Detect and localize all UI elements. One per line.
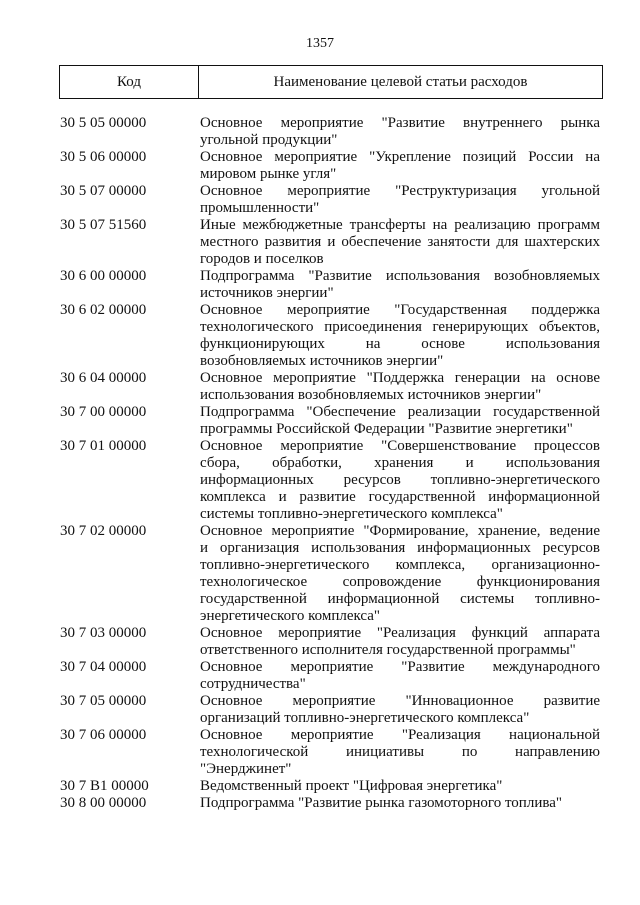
row-code: 30 7 03 00000 [60, 625, 147, 641]
row-name-line: и организация использования информационных ресурсов [200, 540, 600, 556]
row-name [200, 404, 600, 438]
row-code: 30 5 07 00000 [60, 183, 147, 199]
row-name-line: ответственного исполнителя государственной программы" [200, 642, 576, 658]
row-name-line: Основное мероприятие "Поддержка генерации на основе [200, 370, 600, 386]
row-name-line: Основное мероприятие "Укрепление позиций России на [200, 149, 600, 165]
row-name-line: технологической инициативы по направлению [200, 744, 600, 760]
table-row [60, 727, 600, 778]
table-row [60, 693, 600, 727]
row-name-line: Основное мероприятие "Реализация функций аппарата [200, 625, 600, 641]
table-row [60, 659, 600, 693]
row-name [200, 302, 600, 370]
row-name-line: промышленности" [200, 200, 320, 216]
row-name-line: Подпрограмма "Обеспечение реализации государственной [200, 404, 600, 420]
row-code: 30 7 01 00000 [60, 438, 147, 454]
row-name-line: Основное мероприятие "Формирование, хранение, ведение [200, 523, 600, 539]
table-row [60, 183, 600, 217]
row-name-line: мировом рынке угля" [200, 166, 337, 182]
header-name: Наименование целевой статьи расходов [273, 73, 528, 90]
row-name [200, 183, 600, 217]
row-name-line: источников энергии" [200, 285, 334, 301]
table-row [60, 302, 600, 370]
row-name-line: программы Российской Федерации "Развитие энергетики" [200, 421, 573, 437]
row-name-line: технологическое сопровождение функционирования [200, 574, 600, 590]
row-code: 30 7 06 00000 [60, 727, 147, 743]
row-name-line: Основное мероприятие "Государственная поддержка [200, 302, 600, 318]
row-name-line: топливно-энергетического комплекса, организационно- [200, 557, 600, 573]
row-name-line: Подпрограмма "Развитие рынка газомоторного топлива" [200, 795, 563, 811]
row-name [200, 659, 600, 693]
table-row [60, 795, 600, 812]
row-code: 30 5 06 00000 [60, 149, 147, 165]
row-name [200, 727, 600, 778]
row-name-line: Основное мероприятие "Реализация национальной [200, 727, 600, 743]
table-row [60, 268, 600, 302]
row-name-line: информационных ресурсов топливно-энергетического [200, 472, 600, 488]
table-header [59, 65, 603, 99]
row-code: 30 7 В1 00000 [60, 778, 149, 794]
row-code: 30 5 05 00000 [60, 115, 147, 131]
header-code: Код [60, 66, 199, 98]
table-row [60, 149, 600, 183]
row-name [200, 625, 600, 659]
row-name-line: Основное мероприятие "Развитие международного [200, 659, 600, 675]
row-code: 30 5 07 51560 [60, 217, 147, 233]
table-row [60, 370, 600, 404]
table-row [60, 115, 600, 149]
row-name-line: Подпрограмма "Развитие использования возобновляемых [200, 268, 600, 284]
row-name-line: "Энерджинет" [200, 761, 292, 777]
row-code: 30 8 00 00000 [60, 795, 147, 811]
row-name-line: городов и поселков [200, 251, 324, 267]
row-name [200, 438, 600, 523]
row-code: 30 6 02 00000 [60, 302, 147, 318]
row-name-line: возобновляемых источников энергии" [200, 353, 444, 369]
row-name [200, 268, 600, 302]
row-name [200, 217, 600, 268]
row-name [200, 115, 600, 149]
row-name-line: Основное мероприятие "Реструктуризация угольной [200, 183, 600, 199]
row-name-line: организаций топливно-энергетического комплекса" [200, 710, 530, 726]
row-code: 30 7 05 00000 [60, 693, 147, 709]
row-code: 30 7 04 00000 [60, 659, 147, 675]
row-name-line: технологического присоединения генерирующих объектов, [200, 319, 600, 335]
row-name-line: Ведомственный проект "Цифровая энергетика" [200, 778, 503, 794]
table-row [60, 217, 600, 268]
table-row [60, 438, 600, 523]
row-name-line: Иные межбюджетные трансферты на реализацию программ [200, 217, 600, 233]
row-code: 30 6 04 00000 [60, 370, 147, 386]
row-name-line: сотрудничества" [200, 676, 306, 692]
row-code: 30 7 00 00000 [60, 404, 147, 420]
row-name-line: Основное мероприятие "Совершенствование процессов [200, 438, 600, 454]
row-name [200, 149, 600, 183]
row-name-line: сбора, обработки, хранения и использования [200, 455, 600, 471]
row-name-line: местного развития и обеспечение занятости для шахтерских [200, 234, 600, 250]
row-name-line: угольной продукции" [200, 132, 338, 148]
row-name-line: функционирующих на основе использования [200, 336, 600, 352]
row-code: 30 6 00 00000 [60, 268, 147, 284]
row-name [200, 795, 600, 812]
row-code: 30 7 02 00000 [60, 523, 147, 539]
row-name-line: системы топливно-энергетического комплекса" [200, 506, 503, 522]
row-name [200, 693, 600, 727]
table-row [60, 778, 600, 795]
row-name [200, 778, 600, 795]
row-name [200, 370, 600, 404]
row-name-line: Основное мероприятие "Развитие внутреннего рынка [200, 115, 600, 131]
row-name-line: государственной информационной системы топливно- [200, 591, 600, 607]
page-number: 1357 [306, 36, 334, 51]
row-name-line: использования возобновляемых источников энергии" [200, 387, 542, 403]
row-name-line: комплекса и развитие государственной информационной [200, 489, 600, 505]
table-row [60, 625, 600, 659]
table-row [60, 523, 600, 625]
row-name-line: Основное мероприятие "Инновационное развитие [200, 693, 600, 709]
row-name [200, 523, 600, 625]
table-row [60, 404, 600, 438]
row-name-line: энергетического комплекса" [200, 608, 381, 624]
